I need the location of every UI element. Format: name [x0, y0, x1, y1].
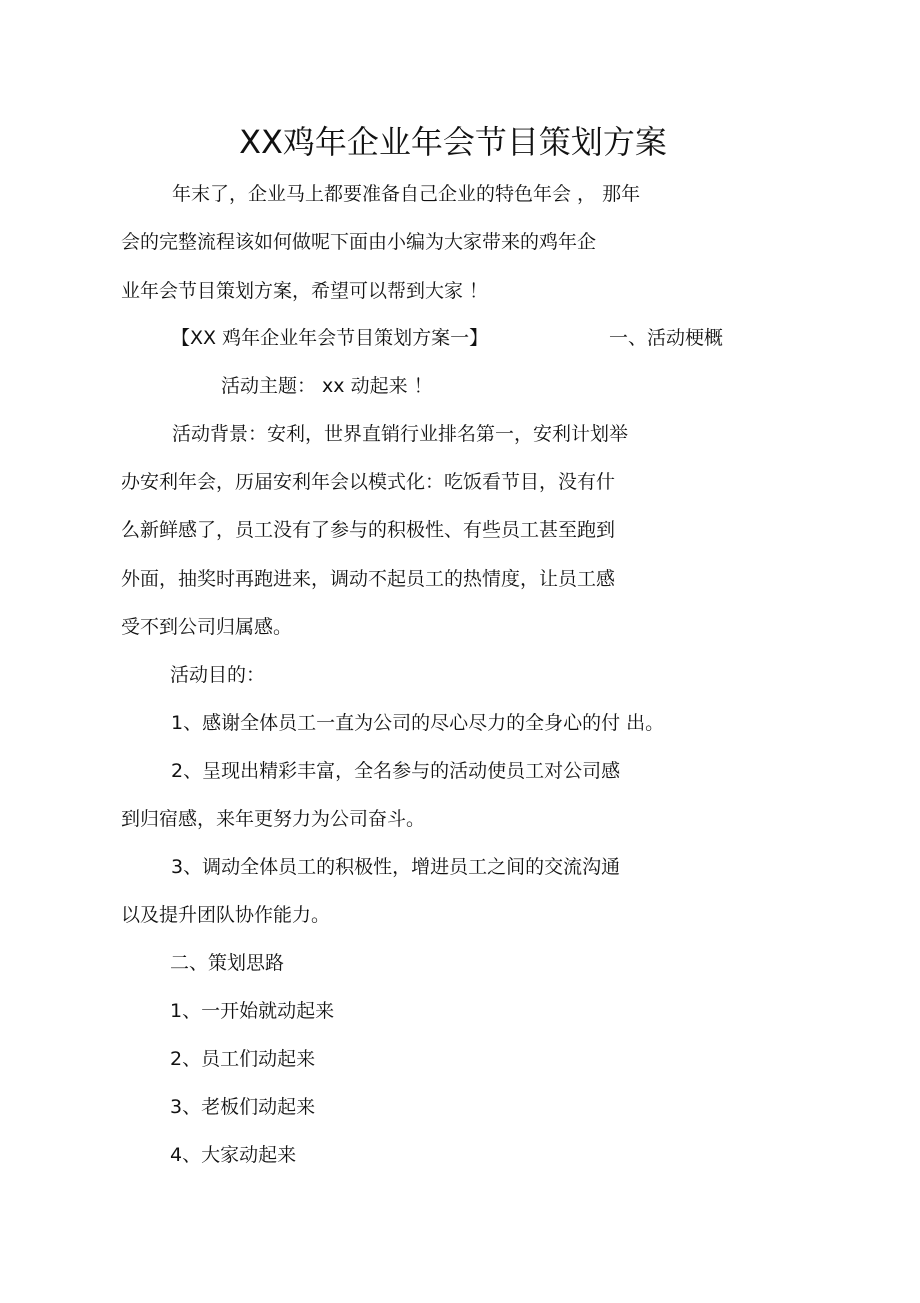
background-line-1: 活动背景：安利，世界直销行业排名第一，安利计划举	[172, 423, 629, 445]
part-one-heading: 一、活动梗概	[609, 327, 724, 349]
goal-line-5: 以及提升团队协作能力。	[121, 904, 331, 926]
idea-item-3: 3、老板们动起来	[170, 1096, 316, 1118]
activity-theme: 活动主题： xx 动起来 ！	[221, 375, 433, 397]
goal-line-1: 1、感谢全体员工一直为公司的尽心尽力的全身心的付 出。	[171, 712, 665, 734]
goal-heading: 活动目的：	[170, 664, 266, 686]
background-line-5: 受不到公司归属感。	[121, 616, 293, 638]
intro-line-3: 业年会节目策划方案，希望可以帮到大家 ！	[121, 280, 489, 302]
section-heading: 【XX 鸡年企业年会节目策划方案一】	[171, 327, 489, 349]
background-line-3: 么新鲜感了，员工没有了参与的积极性、有些员工甚至跑到	[121, 519, 616, 541]
background-line-4: 外面，抽奖时再跑进来，调动不起员工的热情度，让员工感	[121, 568, 616, 590]
intro-line-1: 年末了，企业马上都要准备自己企业的特色年会 ， 那年	[172, 183, 641, 205]
page-title: XX鸡年企业年会节目策划方案	[239, 123, 667, 161]
background-line-2: 办安利年会，历届安利年会以模式化：吃饭看节目，没有什	[121, 471, 616, 493]
goal-line-4: 3、调动全体员工的积极性，增进员工之间的交流沟通	[171, 856, 621, 878]
part-two-heading: 二、策划思路	[170, 952, 285, 974]
intro-line-2: 会的完整流程该如何做呢下面由小编为大家带来的鸡年企	[121, 231, 597, 253]
idea-item-4: 4、大家动起来	[170, 1144, 297, 1166]
goal-line-2: 2、呈现出精彩丰富，全名参与的活动使员工对公司感	[171, 760, 621, 782]
idea-item-2: 2、员工们动起来	[170, 1048, 316, 1070]
goal-line-3: 到归宿感，来年更努力为公司奋斗。	[121, 808, 426, 830]
idea-item-1: 1、一开始就动起来	[170, 1000, 335, 1022]
